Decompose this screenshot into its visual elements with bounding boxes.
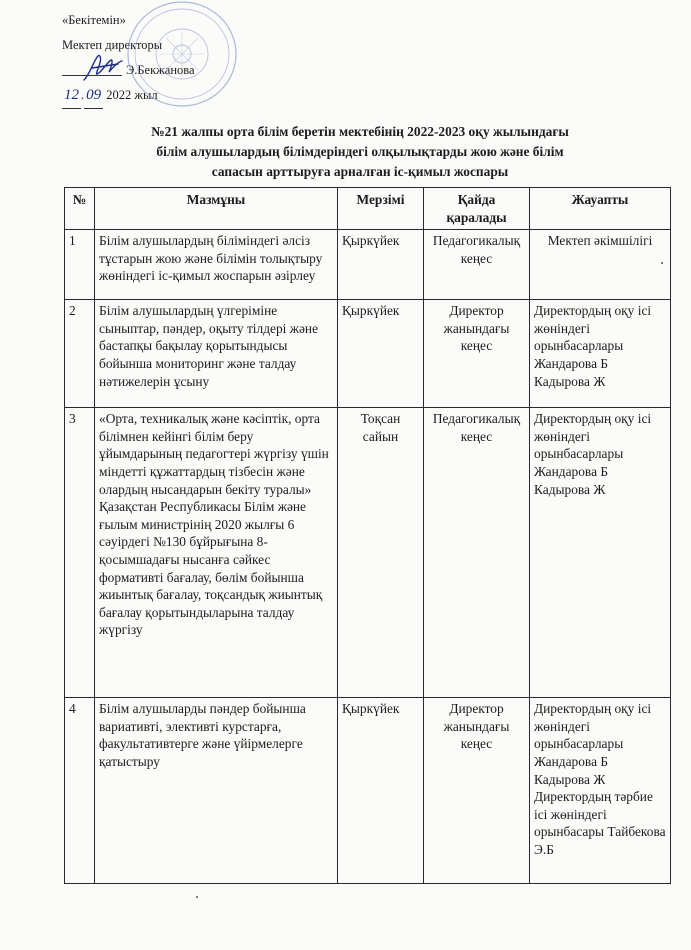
row-content: Білім алушылардың үлгеріміне сыныптар, пәндер, оқыту тілдері және бастапқы бақылау қорытындысы бойынша мониторинг және талдау нәтижелерін ұсыну [95, 300, 338, 408]
header-where: Қайда қаралады [424, 188, 530, 230]
row-content: Білім алушылардың біліміндегі әлсіз тұстарын жою және білімін толықтыру жөніндегі іс-қимыл жоспарын әзірлеу [95, 230, 338, 300]
approval-block [62, 8, 195, 108]
approval-stamp-label: «Бекітемін» [62, 13, 126, 27]
row-where: Педагогикалық кеңес [424, 230, 530, 300]
table-row [65, 698, 671, 884]
title-line-2: білім алушылардың білімдеріндегі олқылықтарды жою және білім [156, 144, 564, 159]
row-content: «Орта, техникалық және кәсіптік, орта білімнен кейінгі білім беру ұйымдарының педагогтері жүргізу үшін міндетті құжаттардың тізбесін және олардың нысандарын бекіту туралы» Қазақстан Республикасы Білім және ғылым министрінің 2020 жылғы 6 сәуірдегі №130 бұйрығына 8-қосымшадағы нысанға сәйкес формативті бағалау, бөлім бойынша жиынтық бағалау, тоқсандық жиынтық бағалау қорытындыларына талдау жүргізу [95, 408, 338, 698]
header-term: Мерзімі [338, 188, 424, 230]
scan-speck [661, 262, 663, 264]
row-term: Қыркүйек [338, 300, 424, 408]
director-name: Э.Бекжанова [126, 63, 195, 77]
scan-speck [196, 896, 198, 898]
title-line-1: №21 жалпы орта білім беретін мектебінің 2022-2023 оқу жылындағы [151, 124, 569, 139]
row-where: Педагогикалық кеңес [424, 408, 530, 698]
row-term: Қыркүйек [338, 230, 424, 300]
title-line-3: сапасын арттыруға арналған іс-қимыл жоспары [211, 164, 509, 179]
header-content: Мазмұны [95, 188, 338, 230]
table-header-row [65, 188, 671, 230]
row-responsible: Директордың оқу ісі жөніндегі орынбасарлары Жандарова Б Кадырова Ж [530, 408, 671, 698]
date-month: 09 [84, 83, 103, 109]
table-row [65, 300, 671, 408]
approval-date: 12 . 09 2022 жыл [62, 83, 195, 108]
action-plan-table [64, 187, 671, 884]
row-number: 3 [65, 408, 95, 698]
row-number: 2 [65, 300, 95, 408]
director-signature-line [62, 58, 195, 83]
row-number: 4 [65, 698, 95, 884]
row-responsible: Директордың оқу ісі жөніндегі орынбасарлары Жандарова Б Кадырова Ж [530, 300, 671, 408]
signature-underline [62, 75, 122, 76]
header-responsible: Жауапты [530, 188, 671, 230]
row-term: Тоқсан сайын [338, 408, 424, 698]
row-content: Білім алушыларды пәндер бойынша вариативті, элективті курстарға, факультативтерге және үйірмелерге қатыстыру [95, 698, 338, 884]
row-term: Қыркүйек [338, 698, 424, 884]
row-responsible: Директордың оқу ісі жөніндегі орынбасарлары Жандарова Б Кадырова Ж Директордың тәрбие ісі жөніндегі орынбасары Тайбекова Э.Б [530, 698, 671, 884]
row-responsible: Мектеп әкімшілігі [530, 230, 671, 300]
table-row [65, 408, 671, 698]
table-row [65, 230, 671, 300]
header-number: № [65, 188, 95, 230]
row-where: Директор жанындағы кеңес [424, 300, 530, 408]
row-where: Директор жанындағы кеңес [424, 698, 530, 884]
date-day: 12 [62, 83, 81, 109]
director-position: Мектеп директоры [62, 38, 163, 52]
date-year: 2022 жыл [106, 88, 158, 102]
row-number: 1 [65, 230, 95, 300]
document-title [80, 122, 640, 182]
